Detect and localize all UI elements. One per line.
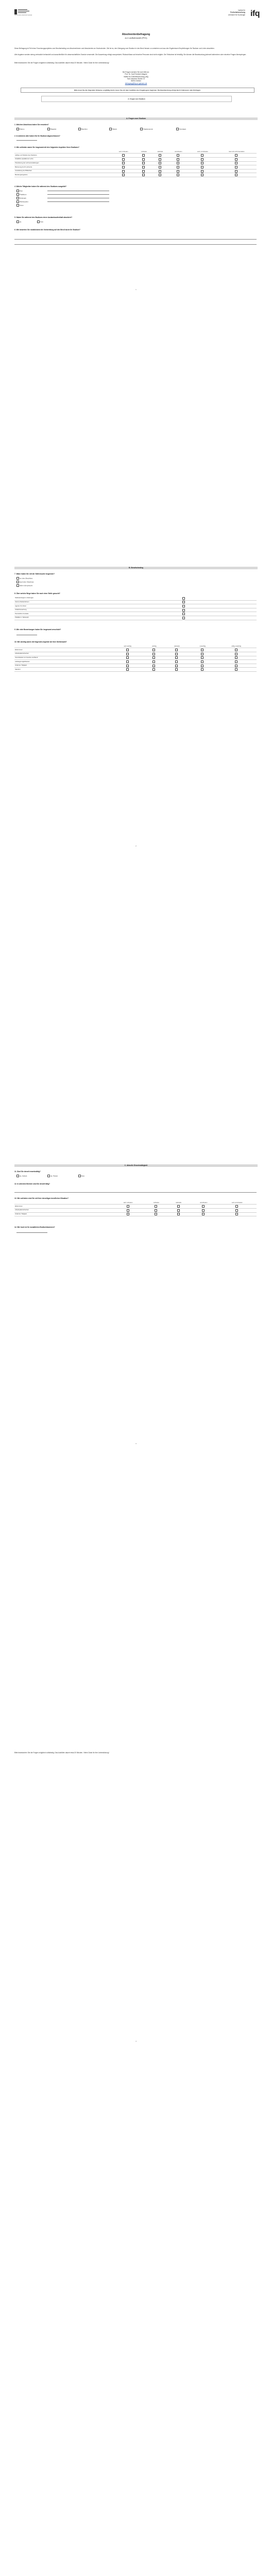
q4-option[interactable] — [16, 197, 26, 199]
intro-paragraph-2: Alle Angaben werden streng vertraulich behandelt und ausschließlich für wissenschaftliche Zwecke verwendet. Die Auswertung erfolgt anonymisiert; Rückschlüsse auf einzelne Personen sind nicht möglich. Die Teilnahme ist freiwillig. Sie können die Beantwortung jederzeit abbrechen oder einzelne Fragen überspringen. — [14, 54, 247, 56]
radio[interactable] — [202, 1209, 205, 1212]
radio[interactable] — [152, 653, 155, 655]
question-number: 13 — [14, 1197, 16, 1199]
grid-row-label: Inhalt der Tätigkeit — [14, 664, 111, 668]
header-right — [196, 8, 260, 20]
current-satisfaction-grid — [14, 1201, 257, 1216]
radio[interactable] — [159, 174, 161, 176]
option-label: Ja, Vollzeit — [20, 1175, 27, 1177]
radio[interactable] — [155, 1209, 157, 1212]
checkbox[interactable] — [182, 597, 185, 600]
radio[interactable] — [126, 665, 129, 667]
title-line-2: zur Laufbahnwahl (PH1) — [125, 36, 147, 39]
q4-option[interactable] — [16, 200, 28, 203]
radio[interactable] — [155, 1213, 157, 1215]
grid-row — [14, 157, 257, 161]
option-label: Werkstudent — [20, 200, 28, 203]
radio[interactable] — [122, 170, 125, 173]
question-number: 1 — [14, 124, 15, 126]
checkbox[interactable] — [16, 200, 19, 203]
q1-option[interactable] — [176, 128, 186, 130]
section-bar-b: B. Berufseinstieg — [14, 567, 258, 569]
checkbox[interactable] — [16, 128, 19, 130]
question-number: 6 — [14, 229, 15, 231]
radio[interactable] — [201, 649, 203, 651]
checkbox[interactable] — [109, 128, 112, 130]
grid-row — [14, 1208, 257, 1212]
grid-row — [14, 660, 257, 664]
q5-option[interactable] — [37, 221, 43, 223]
option-label: Nein — [81, 1175, 85, 1177]
question-11: 11. Sind Sie derzeit erwerbstätig? — [14, 1171, 41, 1173]
question-text: Wie bewerten Sie rückblickend die Vorbereitung auf den Beruf durch Ihr Studium? — [16, 229, 80, 231]
highlight-box: A. Fragen zum Studium — [41, 96, 232, 102]
radio[interactable] — [177, 174, 179, 176]
question-number: 8 — [14, 592, 15, 595]
q1-option[interactable] — [47, 128, 57, 130]
grid-row-label: Betreuung durch Lehrende — [14, 165, 111, 170]
radio[interactable] — [142, 158, 145, 161]
radio[interactable] — [202, 1205, 205, 1208]
q1-option[interactable] — [78, 128, 88, 130]
institute-line-2: Freiheitsforschung — [230, 11, 245, 14]
option-label: Magister — [50, 128, 57, 130]
grid-row-label: Praktikum / Nebenjob — [14, 616, 111, 620]
question-6: 6. Wie bewerten Sie rückblickend die Vorbereitung auf den Beruf durch Ihr Studium? — [14, 229, 80, 231]
grid-row — [14, 1205, 257, 1209]
section-bar-c: C. Aktuelle Erwerbstätigkeit — [14, 1164, 258, 1167]
scale-header: unzufrieden — [168, 150, 189, 154]
checkbox[interactable] — [16, 204, 19, 207]
radio[interactable] — [235, 665, 237, 667]
radio[interactable] — [152, 660, 155, 663]
checkbox[interactable] — [78, 128, 81, 130]
q1-options — [16, 128, 253, 131]
radio[interactable] — [201, 660, 203, 663]
question-4: 4. Welche Tätigkeiten haben Sie während des Studiums ausgeübt? — [14, 185, 67, 188]
ifq-logo: ifq — [250, 9, 260, 18]
q12-textbox[interactable] — [14, 1188, 257, 1193]
contact-email-link[interactable]: befragung@ifq.uni-giessen.de — [125, 82, 147, 84]
scale-header: sehr zufrieden — [111, 1201, 145, 1205]
checkbox[interactable] — [47, 1175, 50, 1177]
radio[interactable] — [175, 660, 178, 663]
contact-block — [84, 71, 188, 84]
checkbox[interactable] — [37, 221, 40, 223]
question-1: 1. Welchen Abschluss haben Sie erworben? — [14, 124, 49, 126]
radio[interactable] — [126, 656, 129, 659]
q1-option[interactable] — [16, 128, 24, 130]
grid-row — [14, 668, 257, 672]
question-text: Wie viele Bewerbungen haben Sie insgesamt verschickt? — [16, 629, 61, 631]
radio[interactable] — [235, 649, 237, 651]
checkbox[interactable] — [182, 613, 185, 615]
scale-header: kann ich nicht beurteilen — [217, 150, 257, 154]
satisfaction-grid — [14, 150, 257, 177]
radio[interactable] — [201, 158, 203, 161]
option-label: Bachelor — [81, 128, 88, 130]
radio[interactable] — [201, 668, 203, 671]
q11-option[interactable] — [78, 1175, 84, 1177]
question-14: 14. Wie hoch ist Ihr monatliches Bruttoeinkommen? — [14, 1226, 55, 1228]
question-number: 12 — [14, 1183, 16, 1185]
header-left-logo — [14, 9, 45, 18]
q4-option[interactable] — [16, 193, 26, 196]
grid-row — [14, 597, 257, 600]
q6-textbox[interactable] — [14, 240, 257, 245]
grid-row-label: Standort — [14, 668, 111, 672]
radio[interactable] — [235, 158, 237, 161]
scale-header: unzufrieden — [190, 1201, 218, 1205]
scale-header: sehr unzufrieden — [218, 1201, 257, 1205]
q7-option[interactable] — [16, 581, 34, 583]
radio[interactable] — [235, 174, 237, 176]
radio[interactable] — [122, 162, 125, 164]
radio[interactable] — [235, 154, 237, 157]
radio[interactable] — [201, 170, 203, 173]
question-10: 10. Wie wichtig waren die folgenden Aspekte bei Ihrer Stellenwahl? — [14, 641, 67, 643]
grid-row-label: Arbeitsplatzsicherheit — [14, 1208, 111, 1212]
radio[interactable] — [122, 154, 125, 157]
question-number: 11 — [14, 1171, 16, 1173]
intro-paragraph-3: Bitte beantworten Sie die Fragen möglichst vollständig. Das Ausfüllen dauert etwa 20 Minuten. Vielen Dank für Ihre Unterstützung! — [14, 62, 109, 64]
question-text: Wie hoch ist Ihr monatliches Bruttoeinkommen? — [17, 1226, 55, 1228]
q2-answer-line[interactable] — [16, 140, 37, 141]
grid-row — [14, 608, 257, 612]
grid-row-label: Einkommen — [14, 1205, 111, 1209]
radio[interactable] — [122, 174, 125, 176]
q7-option[interactable] — [16, 584, 32, 587]
radio[interactable] — [155, 1205, 157, 1208]
question-number: 10 — [14, 641, 16, 643]
grid-row — [14, 154, 257, 158]
radio[interactable] — [159, 170, 161, 173]
option-label: Keine — [20, 204, 24, 207]
checkbox[interactable] — [47, 128, 50, 130]
page-number: 2 — [135, 845, 137, 847]
radio[interactable] — [122, 158, 125, 161]
page-number: 1 — [135, 289, 137, 291]
radio[interactable] — [142, 162, 145, 164]
radio[interactable] — [201, 162, 203, 164]
option-label: Nein — [40, 221, 44, 223]
q4-options — [16, 190, 253, 210]
checkbox[interactable] — [182, 609, 185, 612]
radio[interactable] — [126, 653, 129, 655]
q5-options — [16, 221, 253, 224]
radio[interactable] — [175, 649, 178, 651]
question-text: Sind Sie derzeit erwerbstätig? — [17, 1171, 41, 1173]
grid-row — [14, 1212, 257, 1216]
grid-row — [14, 165, 257, 170]
q14-answer-line[interactable] — [16, 1232, 47, 1233]
radio[interactable] — [201, 166, 203, 168]
question-5: 5. Haben Sie während des Studiums einen Auslandsaufenthalt absolviert? — [14, 216, 73, 218]
q5-option[interactable] — [16, 221, 21, 223]
radio[interactable] — [177, 166, 179, 168]
checkbox[interactable] — [182, 617, 185, 619]
radio[interactable] — [235, 170, 237, 173]
radio[interactable] — [152, 665, 155, 667]
scale-header: sehr unzufrieden — [189, 150, 217, 154]
scale-header: teils/teils — [152, 150, 168, 154]
q1-option[interactable] — [140, 128, 153, 130]
grid-row — [14, 612, 257, 616]
radio[interactable] — [127, 1209, 129, 1212]
checkbox[interactable] — [16, 1175, 19, 1177]
radio[interactable] — [235, 162, 237, 164]
option-label: Sonstiges — [179, 128, 186, 130]
scale-header: sehr zufrieden — [111, 150, 135, 154]
answer-line[interactable] — [47, 201, 109, 202]
contact-lead: Bei Fragen wenden Sie sich bitte an: — [123, 71, 149, 73]
grid-row — [14, 648, 257, 652]
grid-row-label: Aufbau und Struktur des Studiums — [14, 154, 111, 158]
q4-option[interactable] — [16, 190, 23, 192]
question-text: Wie zufrieden waren Sie insgesamt mit den folgenden Aspekten Ihres Studiums? — [16, 146, 79, 148]
checkbox[interactable] — [16, 584, 19, 587]
option-label: nach dem Abschluss — [20, 581, 34, 583]
radio[interactable] — [175, 653, 178, 655]
radio[interactable] — [122, 166, 125, 168]
importance-grid — [14, 645, 257, 672]
question-text: Haben Sie während des Studiums einen Auslandsaufenthalt absolviert? — [16, 216, 73, 218]
radio[interactable] — [235, 1209, 238, 1212]
grid-row — [14, 656, 257, 660]
q4-option[interactable] — [16, 204, 24, 207]
radio[interactable] — [201, 653, 203, 655]
radio[interactable] — [159, 162, 161, 164]
search-grid — [14, 597, 257, 620]
radio[interactable] — [177, 154, 179, 157]
radio[interactable] — [235, 1205, 238, 1208]
answer-line[interactable] — [47, 194, 109, 195]
radio[interactable] — [235, 1213, 238, 1215]
radio[interactable] — [159, 154, 161, 157]
grid-row — [14, 173, 257, 177]
radio[interactable] — [152, 649, 155, 651]
radio[interactable] — [175, 668, 178, 671]
importance-header: unwichtig — [190, 645, 216, 648]
checkbox[interactable] — [140, 128, 143, 130]
radio[interactable] — [235, 668, 237, 671]
grid-row-label: Internet-Stellenbörsen — [14, 600, 111, 604]
checkbox[interactable] — [182, 605, 185, 607]
scale-header: zufrieden — [135, 150, 152, 154]
radio[interactable] — [202, 1213, 205, 1215]
grid-row — [14, 169, 257, 173]
question-8: 8. Über welche Wege haben Sie nach einer Stelle gesucht? — [14, 592, 60, 595]
question-12: 12. In welchem Bereich sind Sie derzeit tätig? — [14, 1183, 50, 1185]
grid-row-label: Einkommen — [14, 648, 111, 652]
radio[interactable] — [235, 660, 237, 663]
importance-header: völlig unwichtig — [216, 645, 257, 648]
grid-row-label: Initiativbewerbung — [14, 608, 111, 612]
grid-row-label: Agentur für Arbeit — [14, 604, 111, 608]
question-number: 4 — [14, 185, 15, 188]
question-text: In welchem Jahr haben Sie Ihr Studium abgeschlossen? — [16, 135, 60, 137]
question-text: Wie wichtig waren die folgenden Aspekte bei Ihrer Stellenwahl? — [17, 641, 67, 643]
contact-name: Prof. Dr. Karl Friedrich Wagner — [125, 73, 147, 76]
option-label: Diplom — [20, 128, 25, 130]
q7-options — [16, 577, 253, 587]
radio[interactable] — [126, 660, 129, 663]
contact-dept: Institut für Freiheitsforschung (IfQ) — [123, 75, 149, 78]
radio[interactable] — [235, 656, 237, 659]
question-number: 5 — [14, 216, 15, 218]
grid-row-label: Aufstiegsmöglichkeiten — [14, 660, 111, 664]
grid-row-label: Inhaltliche Qualität der Lehre — [14, 157, 111, 161]
question-text: Über welche Wege haben Sie nach einer Stelle gesucht? — [16, 592, 60, 595]
radio[interactable] — [142, 166, 145, 168]
radio[interactable] — [201, 665, 203, 667]
option-label: vor dem Abschluss — [20, 577, 33, 580]
grid-row-label: Inhalt der Tätigkeit — [14, 1212, 111, 1216]
question-13: 13. Wie zufrieden sind Sie mit Ihrer derzeitigen beruflichen Situation? — [14, 1197, 69, 1199]
checkbox[interactable] — [16, 193, 19, 196]
question-text: Wie zufrieden sind Sie mit Ihrer derzeitigen beruflichen Situation? — [17, 1197, 69, 1199]
importance-header: sehr wichtig — [111, 645, 144, 648]
grid-row — [14, 616, 257, 620]
grid-row — [14, 161, 257, 165]
intro-paragraph-1: Diese Befragung ist Teil eines Forschungsprojektes zum Berufseinstieg von Absolventinnen und Absolventen an Hochschulen. Ziel ist es, den Übergang vom Studium in den Beruf besser zu verstehen und aus den Ergebnissen Empfehlungen für Studium und Lehre abzuleiten. — [14, 47, 215, 49]
checkbox[interactable] — [16, 221, 22, 223]
question-text: In welchem Bereich sind Sie derzeit tätig? — [17, 1183, 50, 1185]
option-label: Master — [112, 128, 117, 130]
logo-caption: JUSTUS-LIEBIG UNIVERSITÄT GIESSEN — [14, 15, 32, 16]
radio[interactable] — [142, 154, 145, 157]
question-number: 2 — [14, 135, 15, 137]
checkbox[interactable] — [176, 128, 179, 130]
scale-header: zufrieden — [145, 1201, 168, 1205]
option-label: Ja, Teilzeit — [50, 1175, 58, 1177]
form-title — [0, 33, 272, 39]
option-label: Ja — [20, 221, 22, 223]
question-text: Welchen Abschluss haben Sie erworben? — [16, 124, 49, 126]
radio[interactable] — [159, 158, 161, 161]
notice-box: Bitte lesen Sie die folgenden Hinweise sorgfältig durch, bevor Sie mit dem Ausfüllen des Fragebogens beginnen. Die Beantwortung erfolgt durch Ankreuzen oder Eintragen. — [21, 88, 254, 93]
checkbox[interactable] — [16, 197, 19, 199]
radio[interactable] — [159, 166, 161, 168]
radio[interactable] — [201, 174, 203, 176]
option-label: habe nicht gesucht — [20, 584, 33, 587]
question-text: Wann haben Sie mit der Stellensuche begonnen? — [16, 573, 55, 575]
contact-city: 35394 Gießen — [130, 80, 142, 82]
checkbox[interactable] — [16, 190, 19, 192]
page-number: 3 — [135, 1443, 137, 1445]
grid-row — [14, 604, 257, 608]
radio[interactable] — [201, 154, 203, 157]
scale-header: teils/teils — [168, 1201, 190, 1205]
grid-row-label: Vereinbarkeit von Familie und Beruf — [14, 656, 111, 660]
radio[interactable] — [177, 1209, 180, 1212]
question-number: 3 — [14, 146, 15, 148]
question-number: 14 — [14, 1226, 16, 1228]
institute-line-1: Institut für — [238, 9, 245, 11]
q7-option[interactable] — [16, 577, 32, 580]
radio[interactable] — [201, 656, 203, 659]
option-label: Praktikum — [20, 193, 27, 196]
checkbox[interactable] — [78, 1175, 81, 1177]
grid-row-label: Praxisbezug der Lehrveranstaltungen — [14, 161, 111, 165]
section-bar-a: A. Fragen zum Studium — [14, 117, 258, 120]
grid-row-label: Beratungsangebote — [14, 173, 111, 177]
question-9: 9. Wie viele Bewerbungen haben Sie insgesamt verschickt? — [14, 629, 61, 631]
question-3: 3. Wie zufrieden waren Sie insgesamt mit den folgenden Aspekten Ihres Studiums? — [14, 146, 79, 148]
grid-row-label: Ausstattung der Bibliothek — [14, 169, 111, 173]
q11-option[interactable] — [47, 1175, 58, 1177]
grid-row-label: Persönliche Kontakte — [14, 612, 111, 616]
title-line-1: Absolventenbefragung — [122, 33, 150, 36]
question-text: Welche Tätigkeiten haben Sie während des Studiums ausgeübt? — [16, 185, 67, 188]
q1-option[interactable] — [109, 128, 117, 130]
institute-line-3: Lehrstuhl für Soziologie — [228, 13, 245, 16]
grid-row-label: Arbeitsplatzsicherheit — [14, 652, 111, 656]
importance-header: wichtig — [144, 645, 164, 648]
radio[interactable] — [177, 162, 179, 164]
importance-header: teils/teils — [164, 645, 189, 648]
checkbox[interactable] — [182, 601, 185, 603]
checkbox[interactable] — [16, 577, 19, 580]
contact-street: Karl-Glöckner-Straße 21 — [127, 77, 145, 80]
radio[interactable] — [177, 1213, 180, 1215]
option-label: Hiwi — [20, 190, 23, 192]
q11-option[interactable] — [16, 1175, 27, 1177]
grid-row — [14, 600, 257, 604]
radio[interactable] — [177, 1205, 180, 1208]
q11-options — [16, 1175, 253, 1178]
question-number: 7 — [14, 573, 15, 575]
question-number: 9 — [14, 629, 15, 631]
radio[interactable] — [142, 174, 145, 176]
radio[interactable] — [175, 656, 178, 659]
option-label: Staatsexamen — [143, 128, 154, 130]
radio[interactable] — [127, 1213, 129, 1215]
radio[interactable] — [235, 653, 237, 655]
intro-paragraph-repeat: Bitte beantworten Sie die Fragen möglichst vollständig. Das Ausfüllen dauert etwa 20 Minuten. Vielen Dank für Ihre Unterstützung! — [14, 1752, 109, 1754]
radio[interactable] — [175, 665, 178, 667]
radio[interactable] — [235, 166, 237, 168]
radio[interactable] — [177, 158, 179, 161]
q6-textbox[interactable] — [14, 235, 257, 240]
radio[interactable] — [152, 656, 155, 659]
radio[interactable] — [142, 170, 145, 173]
page-number: 4 — [135, 2040, 137, 2042]
radio[interactable] — [126, 668, 129, 671]
radio[interactable] — [127, 1205, 129, 1208]
option-label: Nebenjob — [20, 197, 26, 199]
grid-row-label: Stellenanzeigen in Zeitungen — [14, 597, 111, 600]
grid-row — [14, 652, 257, 656]
question-7: 7. Wann haben Sie mit der Stellensuche begonnen? — [14, 573, 55, 575]
grid-row — [14, 664, 257, 668]
radio[interactable] — [126, 649, 129, 651]
radio[interactable] — [152, 668, 155, 671]
checkbox[interactable] — [16, 581, 19, 583]
radio[interactable] — [177, 170, 179, 173]
question-2: 2. In welchem Jahr haben Sie Ihr Studium abgeschlossen? — [14, 135, 60, 137]
